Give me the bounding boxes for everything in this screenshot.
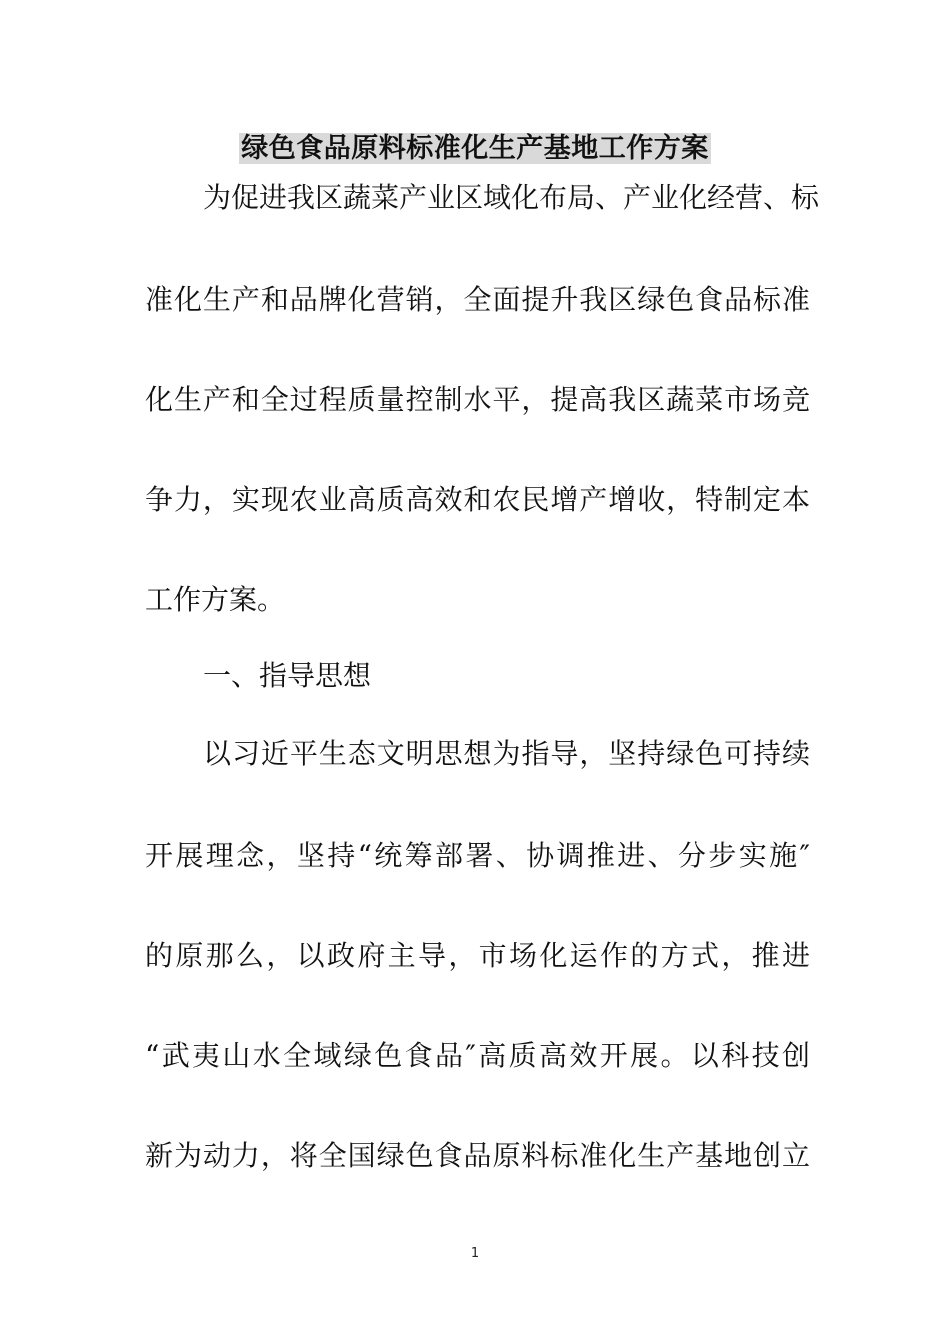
paragraph-line: 的原那么，以政府主导，市场化运作的方式，推进 (145, 939, 810, 972)
document-title (0, 129, 950, 169)
section-heading: 一、指导思想 (203, 659, 372, 692)
paragraph-line: 争力，实现农业高质高效和农民增产增收，特制定本 (145, 483, 810, 516)
paragraph-line: 为促进我区蔬菜产业区域化布局、产业化经营、标 (203, 181, 820, 214)
paragraph-line: 新为动力，将全国绿色食品原料标准化生产基地创立 (145, 1139, 810, 1172)
paragraph-line: 工作方案。 (145, 583, 286, 616)
paragraph-line: 开展理念，坚持“统筹部署、协调推进、分步实施″ (145, 839, 810, 872)
paragraph-line: “武夷山水全域绿色食品″高质高效开展。以科技创 (145, 1039, 810, 1072)
paragraph-line: 以习近平生态文明思想为指导，坚持绿色可持续 (203, 737, 810, 770)
paragraph-line: 准化生产和品牌化营销，全面提升我区绿色食品标准 (145, 283, 810, 316)
paragraph-line: 化生产和全过程质量控制水平，提高我区蔬菜市场竞 (145, 383, 810, 416)
document-title-text: 绿色食品原料标准化生产基地工作方案 (241, 133, 709, 164)
page-number: 1 (470, 1246, 480, 1261)
